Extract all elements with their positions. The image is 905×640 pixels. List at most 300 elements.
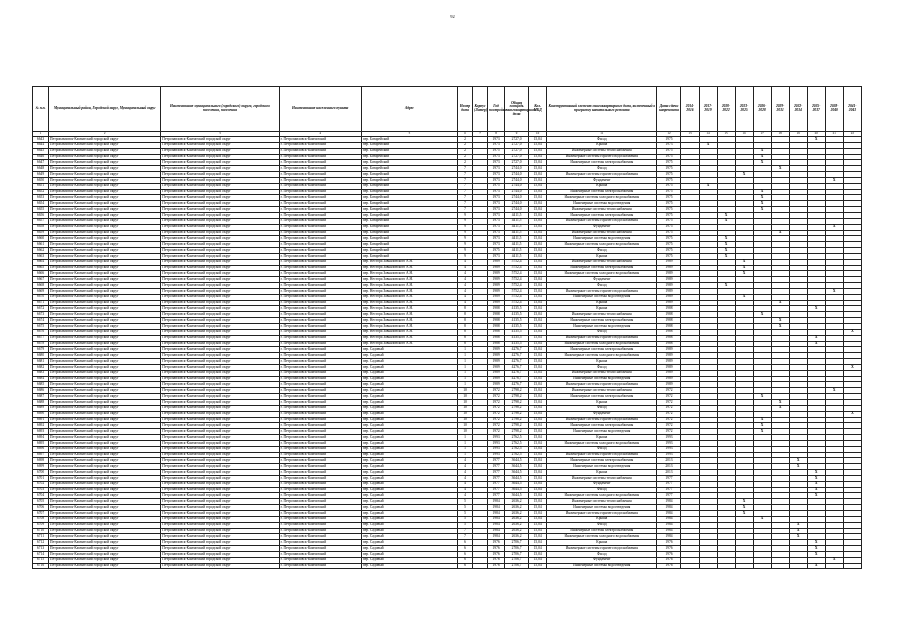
date-cell: 1975 (657, 189, 681, 195)
element-cell: Инженерные системы горячего водоснабжения (547, 452, 657, 458)
count-cell: 15,04 (529, 177, 547, 183)
date-cell: 1977 (657, 493, 681, 499)
district-cell: Петропавловск-Камчатский городской округ (49, 370, 161, 376)
area-cell: 2744,0 (505, 183, 529, 189)
area-cell: 4135,5 (505, 324, 529, 330)
address-cell: пер. Нестора Завьяловского А.Н. (361, 271, 457, 277)
address-cell: пер. Садовый (361, 376, 457, 382)
district-cell: Петропавловск-Камчатский городской округ (49, 329, 161, 335)
address-cell: пер. Батарейский (361, 236, 457, 242)
year-cell: 1993 (488, 435, 505, 441)
area-cell: 2798,2 (505, 417, 529, 423)
period-cell: X (735, 499, 753, 505)
year-cell: 1973 (488, 137, 505, 143)
locality-cell: г. Петропавловск-Камчатский (279, 230, 361, 236)
period-cell: X (825, 288, 843, 294)
year-cell: 1993 (488, 446, 505, 452)
period-cell: X (771, 324, 789, 330)
house-number-cell: 9 (457, 224, 472, 230)
district-cell: Петропавловск-Камчатский городской округ (49, 557, 161, 563)
date-cell: 1988 (657, 335, 681, 341)
settlement-cell: Петропавловск-Камчатский городской округ (161, 540, 279, 546)
locality-cell: г. Петропавловск-Камчатский (279, 312, 361, 318)
capital-repair-register-table (32, 86, 862, 569)
house-number-cell: 6 (457, 540, 472, 546)
element-cell: Инженерные системы горячего водоснабжения (547, 335, 657, 341)
year-cell: 1973 (488, 142, 505, 148)
count-cell: 15,04 (529, 201, 547, 207)
date-cell: 1988 (657, 312, 681, 318)
date-cell: 1972 (657, 423, 681, 429)
locality-cell: г. Петропавловск-Камчатский (279, 540, 361, 546)
count-cell: 15,04 (529, 318, 547, 324)
house-number-cell: 1 (457, 452, 472, 458)
column-header: 2029-2031 (771, 87, 789, 132)
house-number-cell: 8 (457, 335, 472, 341)
year-cell: 1989 (488, 364, 505, 370)
period-cell: X (735, 259, 753, 265)
row-number: 6661 (33, 242, 49, 248)
year-cell: 1976 (488, 563, 505, 569)
settlement-cell: Петропавловск-Камчатский городской округ (161, 253, 279, 259)
row-number: 6675 (33, 324, 49, 330)
period-cell (735, 563, 753, 569)
count-cell: 15,04 (529, 563, 547, 569)
address-cell: пер. Садовый (361, 435, 457, 441)
area-cell: 5752,4 (505, 265, 529, 271)
locality-cell: г. Петропавловск-Камчатский (279, 318, 361, 324)
date-cell: 1972 (657, 411, 681, 417)
house-number-cell: 4 (457, 283, 472, 289)
element-cell: Инженерные системы теплоснабжения (547, 259, 657, 265)
date-cell: 1993 (657, 452, 681, 458)
column-number: 5 (361, 132, 457, 137)
address-cell: пер. Батарейский (361, 242, 457, 248)
address-cell: пер. Садовый (361, 511, 457, 517)
period-cell: X (807, 493, 825, 499)
area-cell: 3644,5 (505, 475, 529, 481)
period-cell (699, 563, 717, 569)
district-cell: Петропавловск-Камчатский городской округ (49, 312, 161, 318)
settlement-cell: Петропавловск-Камчатский городской округ (161, 522, 279, 528)
date-cell: 1976 (657, 540, 681, 546)
area-cell: 4135,5 (505, 318, 529, 324)
date-cell: 1989 (657, 382, 681, 388)
area-cell: 3644,5 (505, 458, 529, 464)
area-cell: 2744,0 (505, 207, 529, 213)
locality-cell: г. Петропавловск-Камчатский (279, 464, 361, 470)
address-cell: пер. Батарейский (361, 160, 457, 166)
settlement-cell: Петропавловск-Камчатский городской округ (161, 283, 279, 289)
area-cell: 2706,7 (505, 563, 529, 569)
year-cell: 1975 (488, 248, 505, 254)
column-header: Год постройки (488, 87, 505, 132)
address-cell: пер. Садовый (361, 546, 457, 552)
row-number: 6672 (33, 306, 49, 312)
district-cell: Петропавловск-Камчатский городской округ (49, 271, 161, 277)
settlement-cell: Петропавловск-Камчатский городской округ (161, 475, 279, 481)
count-cell: 15,04 (529, 277, 547, 283)
district-cell: Петропавловск-Камчатский городской округ (49, 470, 161, 476)
locality-cell: г. Петропавловск-Камчатский (279, 557, 361, 563)
column-header: Кол. МКД (529, 87, 547, 132)
locality-cell: г. Петропавловск-Камчатский (279, 551, 361, 557)
address-cell: пер. Садовый (361, 522, 457, 528)
locality-cell: г. Петропавловск-Камчатский (279, 563, 361, 569)
row-number: 6650 (33, 177, 49, 183)
element-cell: Фасад (547, 405, 657, 411)
district-cell: Петропавловск-Камчатский городской округ (49, 429, 161, 435)
period-cell: X (807, 335, 825, 341)
district-cell: Петропавловск-Камчатский городской округ (49, 212, 161, 218)
district-cell: Петропавловск-Камчатский городской округ (49, 481, 161, 487)
area-cell: 4276,7 (505, 364, 529, 370)
address-cell: пер. Садовый (361, 475, 457, 481)
period-cell: X (735, 172, 753, 178)
year-cell: 1972 (488, 429, 505, 435)
element-cell: Инженерные системы холодного водоснабжения (547, 271, 657, 277)
settlement-cell: Петропавловск-Камчатский городской округ (161, 382, 279, 388)
settlement-cell: Петропавловск-Камчатский городской округ (161, 446, 279, 452)
area-cell: 2706,7 (505, 540, 529, 546)
year-cell: 1993 (488, 440, 505, 446)
district-cell: Петропавловск-Камчатский городской округ (49, 265, 161, 271)
district-cell: Петропавловск-Камчатский городской округ (49, 528, 161, 534)
column-header: 2023-2025 (735, 87, 753, 132)
count-cell: 15,04 (529, 172, 547, 178)
address-cell: пер. Садовый (361, 563, 457, 569)
address-cell: пер. Батарейский (361, 218, 457, 224)
locality-cell: г. Петропавловск-Камчатский (279, 212, 361, 218)
district-cell: Петропавловск-Камчатский городской округ (49, 207, 161, 213)
period-cell (825, 563, 843, 569)
column-number: 8 (488, 132, 505, 137)
settlement-cell: Петропавловск-Камчатский городской округ (161, 212, 279, 218)
table-body (33, 132, 862, 569)
element-cell: Фасад (547, 551, 657, 557)
house-number-cell: 10 (457, 429, 472, 435)
row-number: 6679 (33, 347, 49, 353)
address-cell: пер. Батарейский (361, 248, 457, 254)
row-number: 6706 (33, 505, 49, 511)
date-cell: 1975 (657, 137, 681, 143)
house-number-cell: 8 (457, 318, 472, 324)
district-cell: Петропавловск-Камчатский городской округ (49, 563, 161, 569)
district-cell: Петропавловск-Камчатский городской округ (49, 341, 161, 347)
count-cell: 15,04 (529, 481, 547, 487)
locality-cell: г. Петропавловск-Камчатский (279, 259, 361, 265)
settlement-cell: Петропавловск-Камчатский городской округ (161, 511, 279, 517)
element-cell: Инженерные системы теплоснабжения (547, 207, 657, 213)
period-cell: X (753, 160, 771, 166)
settlement-cell: Петропавловск-Камчатский городской округ (161, 137, 279, 143)
district-cell: Петропавловск-Камчатский городской округ (49, 388, 161, 394)
date-cell: 1989 (657, 265, 681, 271)
address-cell: пер. Нестора Завьяловского А.Н. (361, 324, 457, 330)
date-cell: 1984 (657, 534, 681, 540)
year-cell: 1977 (488, 475, 505, 481)
date-cell: 1972 (657, 405, 681, 411)
address-cell: пер. Батарейский (361, 183, 457, 189)
period-cell: X (771, 166, 789, 172)
settlement-cell: Петропавловск-Камчатский городской округ (161, 493, 279, 499)
area-cell: 4411,5 (505, 224, 529, 230)
settlement-cell: Петропавловск-Камчатский городской округ (161, 353, 279, 359)
element-cell: Крыша (547, 142, 657, 148)
house-number-cell: 9 (457, 212, 472, 218)
area-cell: 2798,2 (505, 429, 529, 435)
locality-cell: г. Петропавловск-Камчатский (279, 329, 361, 335)
year-cell: 1972 (488, 411, 505, 417)
date-cell: 1975 (657, 177, 681, 183)
locality-cell: г. Петропавловск-Камчатский (279, 253, 361, 259)
count-cell: 15,04 (529, 224, 547, 230)
date-cell: 1989 (657, 370, 681, 376)
address-cell: пер. Батарейский (361, 189, 457, 195)
area-cell: 5752,4 (505, 271, 529, 277)
house-number-cell: 5 (457, 511, 472, 517)
count-cell: 15,04 (529, 160, 547, 166)
settlement-cell: Петропавловск-Камчатский городской округ (161, 201, 279, 207)
address-cell: пер. Садовый (361, 394, 457, 400)
count-cell: 15,04 (529, 487, 547, 493)
area-cell: 2798,2 (505, 399, 529, 405)
district-cell: Петропавловск-Камчатский городской округ (49, 283, 161, 289)
district-cell: Петропавловск-Камчатский городской округ (49, 318, 161, 324)
year-cell: 1989 (488, 382, 505, 388)
row-number: 6653 (33, 195, 49, 201)
date-cell: 1975 (657, 195, 681, 201)
house-number-cell: 7 (457, 189, 472, 195)
area-cell: 4411,5 (505, 242, 529, 248)
settlement-cell: Петропавловск-Камчатский городской округ (161, 452, 279, 458)
house-number-cell: 4 (457, 464, 472, 470)
column-header: Номер дома (457, 87, 472, 132)
date-cell: 1975 (657, 166, 681, 172)
period-cell: X (699, 183, 717, 189)
date-cell: 1975 (657, 201, 681, 207)
count-cell: 15,04 (529, 429, 547, 435)
house-number-cell: 8 (457, 341, 472, 347)
settlement-cell: Петропавловск-Камчатский городской округ (161, 399, 279, 405)
building-letter-cell (473, 563, 488, 569)
period-cell: X (735, 271, 753, 277)
house-number-cell: 6 (457, 551, 472, 557)
house-number-cell: 1 (457, 382, 472, 388)
year-cell: 1984 (488, 522, 505, 528)
area-cell: 4276,7 (505, 370, 529, 376)
settlement-cell: Петропавловск-Камчатский городской округ (161, 435, 279, 441)
count-cell: 15,04 (529, 528, 547, 534)
district-cell: Петропавловск-Камчатский городской округ (49, 522, 161, 528)
year-cell: 1972 (488, 394, 505, 400)
address-cell: пер. Садовый (361, 458, 457, 464)
district-cell: Петропавловск-Камчатский городской округ (49, 435, 161, 441)
locality-cell: г. Петропавловск-Камчатский (279, 376, 361, 382)
table-header (33, 87, 862, 132)
count-cell: 15,04 (529, 294, 547, 300)
row-number: 6691 (33, 417, 49, 423)
house-number-cell: 6 (457, 563, 472, 569)
period-cell: X (735, 294, 753, 300)
locality-cell: г. Петропавловск-Камчатский (279, 347, 361, 353)
area-cell: 2706,7 (505, 551, 529, 557)
column-number: 1 (33, 132, 49, 137)
district-cell: Петропавловск-Камчатский городской округ (49, 464, 161, 470)
count-cell: 15,04 (529, 388, 547, 394)
address-cell: пер. Батарейский (361, 177, 457, 183)
period-cell: X (807, 551, 825, 557)
district-cell: Петропавловск-Камчатский городской округ (49, 172, 161, 178)
period-cell: X (753, 154, 771, 160)
row-number: 6705 (33, 499, 49, 505)
period-cell: X (807, 470, 825, 476)
period-cell: X (789, 528, 807, 534)
area-cell: 2798,2 (505, 423, 529, 429)
count-cell: 15,04 (529, 417, 547, 423)
year-cell: 1989 (488, 370, 505, 376)
area-cell: 2762,5 (505, 452, 529, 458)
locality-cell: г. Петропавловск-Камчатский (279, 417, 361, 423)
element-cell: Инженерные системы теплоснабжения (547, 370, 657, 376)
count-cell: 15,04 (529, 440, 547, 446)
element-cell: Инженерные системы электроснабжения (547, 212, 657, 218)
count-cell: 15,04 (529, 154, 547, 160)
column-number: 4 (279, 132, 361, 137)
address-cell: пер. Садовый (361, 557, 457, 563)
period-cell: X (843, 329, 861, 335)
house-number-cell: 7 (457, 177, 472, 183)
row-number: 6686 (33, 388, 49, 394)
count-cell: 15,04 (529, 347, 547, 353)
address-cell: пер. Батарейский (361, 172, 457, 178)
period-cell: X (717, 242, 735, 248)
house-number-cell: 1 (457, 376, 472, 382)
settlement-cell: Петропавловск-Камчатский городской округ (161, 300, 279, 306)
locality-cell: г. Петропавловск-Камчатский (279, 183, 361, 189)
area-cell: 4411,5 (505, 230, 529, 236)
element-cell: Фасад (547, 283, 657, 289)
date-cell: 1988 (657, 318, 681, 324)
area-cell: 5752,4 (505, 259, 529, 265)
year-cell: 1989 (488, 265, 505, 271)
period-cell (753, 563, 771, 569)
count-cell: 15,04 (529, 551, 547, 557)
year-cell: 1972 (488, 399, 505, 405)
row-number: 6657 (33, 218, 49, 224)
date-cell: 1989 (657, 347, 681, 353)
district-cell: Петропавловск-Камчатский городской округ (49, 359, 161, 365)
address-cell: пер. Нестора Завьяловского А.Н. (361, 259, 457, 265)
house-number-cell: 8 (457, 329, 472, 335)
row-number: 6662 (33, 248, 49, 254)
count-cell: 15,04 (529, 271, 547, 277)
settlement-cell: Петропавловск-Камчатский городской округ (161, 142, 279, 148)
period-cell: X (699, 142, 717, 148)
row-number: 6644 (33, 142, 49, 148)
settlement-cell: Петропавловск-Камчатский городской округ (161, 324, 279, 330)
element-cell: Инженерные системы электроснабжения (547, 265, 657, 271)
district-cell: Петропавловск-Камчатский городской округ (49, 493, 161, 499)
address-cell: пер. Садовый (361, 551, 457, 557)
year-cell: 1976 (488, 557, 505, 563)
period-cell: X (789, 522, 807, 528)
row-number: 6649 (33, 172, 49, 178)
house-number-cell: 4 (457, 470, 472, 476)
element-cell: Инженерные системы электроснабжения (547, 394, 657, 400)
period-cell: X (753, 417, 771, 423)
element-cell: Фасад (547, 137, 657, 143)
settlement-cell: Петропавловск-Камчатский городской округ (161, 394, 279, 400)
area-cell: 2744,0 (505, 189, 529, 195)
year-cell: 1973 (488, 195, 505, 201)
column-header: Дата сдачи капремонта (657, 87, 681, 132)
element-cell: Инженерные системы теплоснабжения (547, 388, 657, 394)
settlement-cell: Петропавловск-Камчатский городской округ (161, 370, 279, 376)
area-cell: 2798,2 (505, 405, 529, 411)
district-cell: Петропавловск-Камчатский городской округ (49, 218, 161, 224)
locality-cell: г. Петропавловск-Камчатский (279, 370, 361, 376)
address-cell: пер. Нестора Завьяловского А.Н. (361, 341, 457, 347)
period-cell: X (717, 248, 735, 254)
count-cell: 15,04 (529, 359, 547, 365)
row-number: 6712 (33, 540, 49, 546)
date-cell: 1972 (657, 399, 681, 405)
settlement-cell: Петропавловск-Камчатский городской округ (161, 563, 279, 569)
district-cell: Петропавловск-Камчатский городской округ (49, 511, 161, 517)
locality-cell: г. Петропавловск-Камчатский (279, 493, 361, 499)
count-cell: 15,04 (529, 546, 547, 552)
locality-cell: г. Петропавловск-Камчатский (279, 201, 361, 207)
period-cell: X (789, 534, 807, 540)
count-cell: 15,04 (529, 505, 547, 511)
address-cell: пер. Нестора Завьяловского А.Н. (361, 288, 457, 294)
year-cell: 1984 (488, 511, 505, 517)
element-cell: Крыша (547, 359, 657, 365)
row-number: 6699 (33, 464, 49, 470)
settlement-cell: Петропавловск-Камчатский городской округ (161, 318, 279, 324)
row-number: 6647 (33, 160, 49, 166)
locality-cell: г. Петропавловск-Камчатский (279, 148, 361, 154)
element-cell: Крыша (547, 435, 657, 441)
count-cell: 15,04 (529, 212, 547, 218)
row-number: 6698 (33, 458, 49, 464)
period-cell: X (807, 546, 825, 552)
row-number: 6689 (33, 405, 49, 411)
year-cell: 1993 (488, 452, 505, 458)
address-cell: пер. Нестора Завьяловского А.Н. (361, 329, 457, 335)
column-header: Наименование муниципального (городского) округа, городского поселения, поселения (161, 87, 279, 132)
area-cell: 5752,4 (505, 288, 529, 294)
settlement-cell: Петропавловск-Камчатский городской округ (161, 271, 279, 277)
house-number-cell: 5 (457, 516, 472, 522)
address-cell: пер. Садовый (361, 493, 457, 499)
row-number: 6671 (33, 300, 49, 306)
district-cell: Петропавловск-Камчатский городской округ (49, 224, 161, 230)
settlement-cell: Петропавловск-Камчатский городской округ (161, 470, 279, 476)
count-cell: 15,04 (529, 376, 547, 382)
district-cell: Петропавловск-Камчатский городской округ (49, 142, 161, 148)
locality-cell: г. Петропавловск-Камчатский (279, 452, 361, 458)
address-cell: пер. Садовый (361, 505, 457, 511)
year-cell: 1973 (488, 177, 505, 183)
element-cell: Инженерные системы холодного водоснабжения (547, 195, 657, 201)
district-cell: Петропавловск-Камчатский городской округ (49, 452, 161, 458)
settlement-cell: Петропавловск-Камчатский городской округ (161, 259, 279, 265)
year-cell: 1977 (488, 481, 505, 487)
district-cell: Петропавловск-Камчатский городской округ (49, 259, 161, 265)
locality-cell: г. Петропавловск-Камчатский (279, 177, 361, 183)
